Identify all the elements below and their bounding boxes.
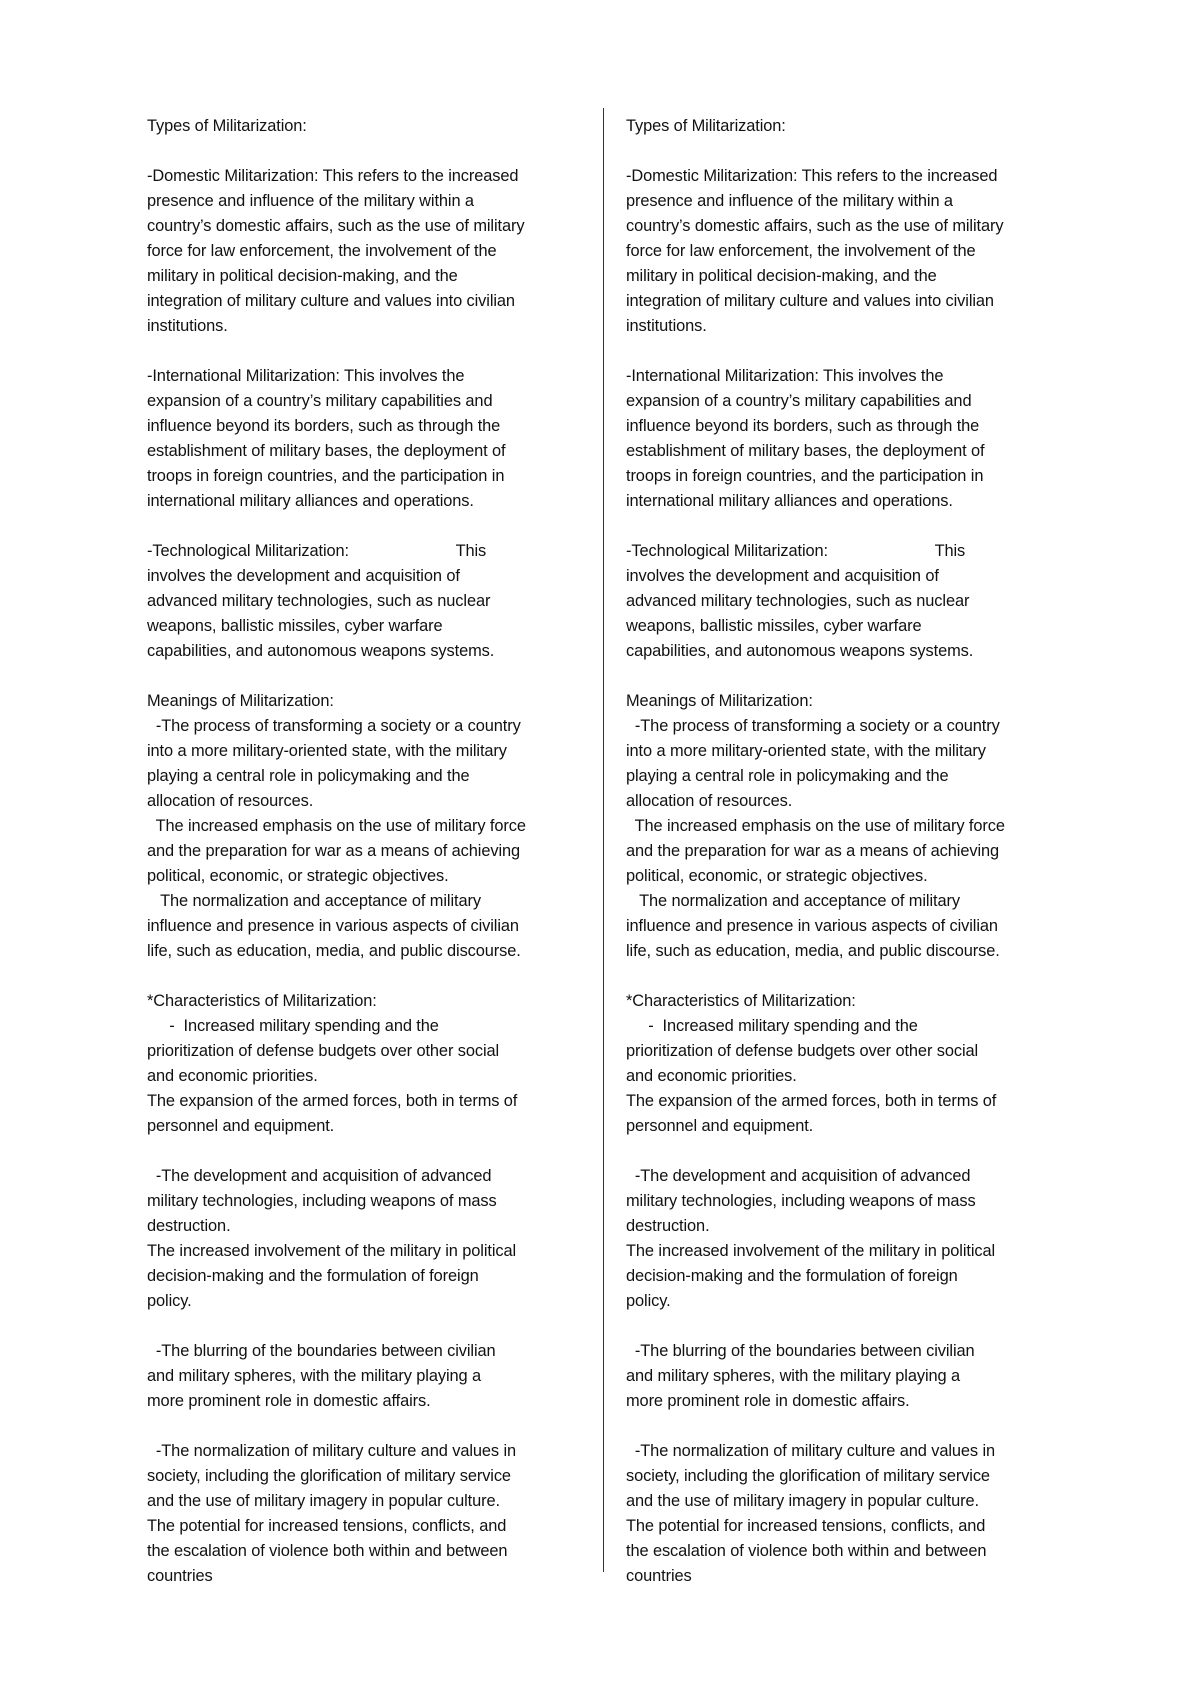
text-line: -International Militarization: This involves the (626, 367, 944, 385)
text-line: military technologies, including weapons of mass (626, 1192, 976, 1210)
blank-line (147, 1314, 599, 1339)
text-line: influence and presence in various aspects of civilian (626, 917, 998, 935)
text-line: decision-making and the formulation of foreign (147, 1267, 479, 1285)
blank-line (147, 514, 599, 539)
text-line: and the preparation for war as a means of achieving (147, 842, 521, 860)
text-line: prioritization of defense budgets over other social (147, 1042, 500, 1060)
column-divider (603, 108, 604, 1572)
blank-line (626, 1139, 1078, 1164)
text-line: -The development and acquisition of advanced (147, 1167, 492, 1185)
blank-line (626, 339, 1078, 364)
blank-line (147, 1139, 599, 1164)
text-line: life, such as education, media, and public discourse. (626, 942, 1000, 960)
text-line: military in political decision-making, and the (626, 267, 937, 285)
text-line: -The development and acquisition of advanced (626, 1167, 971, 1185)
text-line: country’s domestic affairs, such as the use of military (626, 217, 1004, 235)
text-line: force for law enforcement, the involvement of the (626, 242, 976, 260)
text-line: capabilities, and autonomous weapons systems. (626, 642, 974, 660)
text-line: country’s domestic affairs, such as the use of military (147, 217, 525, 235)
text-line: international military alliances and operations. (147, 492, 474, 510)
text-line: force for law enforcement, the involvement of the (147, 242, 497, 260)
blank-line (626, 514, 1078, 539)
text-line: -The normalization of military culture and values in (147, 1442, 517, 1460)
text-line: establishment of military bases, the deployment of (626, 442, 985, 460)
text-line: -Technological Militarization: This (626, 542, 966, 560)
text-line: -Technological Militarization: This (147, 542, 487, 560)
text-line: and the use of military imagery in popular culture. (147, 1492, 500, 1510)
text-line: The increased emphasis on the use of military force (147, 817, 526, 835)
text-line: and economic priorities. (147, 1067, 318, 1085)
text-line: *Characteristics of Militarization: (147, 992, 377, 1010)
text-line: policy. (626, 1292, 671, 1310)
text-line: expansion of a country’s military capabilities and (147, 392, 493, 410)
text-line: The expansion of the armed forces, both in terms of (147, 1092, 518, 1110)
left-text-column (147, 114, 599, 1589)
text-line: -Domestic Militarization: This refers to the increased (147, 167, 519, 185)
text-line: allocation of resources. (626, 792, 793, 810)
text-line: Meanings of Militarization: (147, 692, 334, 710)
blank-line (147, 664, 599, 689)
blank-line (626, 664, 1078, 689)
text-line: The increased involvement of the military in political (147, 1242, 517, 1260)
text-line: The normalization and acceptance of military (147, 892, 481, 910)
text-line: society, including the glorification of military service (626, 1467, 990, 1485)
text-line: -The normalization of military culture and values in (626, 1442, 996, 1460)
text-line: prioritization of defense budgets over other social (626, 1042, 979, 1060)
text-line: - Increased military spending and the (626, 1017, 918, 1035)
text-line: -The process of transforming a society or a country (147, 717, 521, 735)
text-line: international military alliances and operations. (626, 492, 953, 510)
text-line: influence beyond its borders, such as through the (147, 417, 501, 435)
text-line: and military spheres, with the military playing a (626, 1367, 960, 1385)
text-line: presence and influence of the military within a (147, 192, 474, 210)
text-line: establishment of military bases, the deployment of (147, 442, 506, 460)
blank-line (147, 139, 599, 164)
text-line: weapons, ballistic missiles, cyber warfare (626, 617, 922, 635)
text-line: The potential for increased tensions, conflicts, and (147, 1517, 507, 1535)
text-line: *Characteristics of Militarization: (626, 992, 856, 1010)
blank-line (626, 139, 1078, 164)
text-line: weapons, ballistic missiles, cyber warfare (147, 617, 443, 635)
text-line: influence and presence in various aspects of civilian (147, 917, 519, 935)
text-line: expansion of a country’s military capabilities and (626, 392, 972, 410)
text-line: The increased emphasis on the use of military force (626, 817, 1005, 835)
text-line: influence beyond its borders, such as through the (626, 417, 980, 435)
blank-line (147, 964, 599, 989)
text-line: more prominent role in domestic affairs. (626, 1392, 910, 1410)
text-line: - Increased military spending and the (147, 1017, 439, 1035)
text-line: and economic priorities. (626, 1067, 797, 1085)
text-line: -The blurring of the boundaries between civilian (147, 1342, 496, 1360)
text-line: policy. (147, 1292, 192, 1310)
text-line: institutions. (147, 317, 228, 335)
text-line: advanced military technologies, such as nuclear (147, 592, 491, 610)
text-line: integration of military culture and values into civilian (626, 292, 994, 310)
text-line: and the preparation for war as a means of achieving (626, 842, 1000, 860)
text-line: the escalation of violence both within and between (626, 1542, 987, 1560)
text-line: political, economic, or strategic objectives. (147, 867, 449, 885)
text-line: Types of Militarization: (147, 117, 307, 135)
text-line: military in political decision-making, and the (147, 267, 458, 285)
text-line: into a more military-oriented state, with the military (626, 742, 986, 760)
blank-line (147, 1414, 599, 1439)
text-line: more prominent role in domestic affairs. (147, 1392, 431, 1410)
text-line: decision-making and the formulation of foreign (626, 1267, 958, 1285)
text-line: allocation of resources. (147, 792, 314, 810)
text-line: troops in foreign countries, and the participation in (147, 467, 505, 485)
text-line: -The process of transforming a society or a country (626, 717, 1000, 735)
text-line: -International Militarization: This involves the (147, 367, 465, 385)
text-line: into a more military-oriented state, with the military (147, 742, 507, 760)
text-line: political, economic, or strategic objectives. (626, 867, 928, 885)
blank-line (626, 964, 1078, 989)
text-line: involves the development and acquisition of (147, 567, 460, 585)
text-line: -The blurring of the boundaries between civilian (626, 1342, 975, 1360)
text-line: personnel and equipment. (147, 1117, 335, 1135)
blank-line (626, 1314, 1078, 1339)
text-line: the escalation of violence both within and between (147, 1542, 508, 1560)
text-line: capabilities, and autonomous weapons systems. (147, 642, 495, 660)
text-line: -Domestic Militarization: This refers to the increased (626, 167, 998, 185)
text-line: The normalization and acceptance of military (626, 892, 960, 910)
text-line: life, such as education, media, and public discourse. (147, 942, 521, 960)
text-line: involves the development and acquisition of (626, 567, 939, 585)
text-line: The increased involvement of the military in political (626, 1242, 996, 1260)
right-text-column (626, 114, 1078, 1589)
text-line: advanced military technologies, such as nuclear (626, 592, 970, 610)
text-line: personnel and equipment. (626, 1117, 814, 1135)
text-line: and the use of military imagery in popular culture. (626, 1492, 979, 1510)
text-line: countries (626, 1567, 692, 1585)
text-line: military technologies, including weapons of mass (147, 1192, 497, 1210)
blank-line (626, 1414, 1078, 1439)
text-line: presence and influence of the military within a (626, 192, 953, 210)
text-line: integration of military culture and values into civilian (147, 292, 515, 310)
text-line: playing a central role in policymaking and the (147, 767, 470, 785)
text-line: society, including the glorification of military service (147, 1467, 511, 1485)
blank-line (147, 339, 599, 364)
text-line: Meanings of Militarization: (626, 692, 813, 710)
text-line: countries (147, 1567, 213, 1585)
text-line: The expansion of the armed forces, both in terms of (626, 1092, 997, 1110)
text-line: institutions. (626, 317, 707, 335)
text-line: playing a central role in policymaking and the (626, 767, 949, 785)
text-line: Types of Militarization: (626, 117, 786, 135)
text-line: troops in foreign countries, and the participation in (626, 467, 984, 485)
text-line: destruction. (626, 1217, 710, 1235)
text-line: and military spheres, with the military playing a (147, 1367, 481, 1385)
text-line: destruction. (147, 1217, 231, 1235)
text-line: The potential for increased tensions, conflicts, and (626, 1517, 986, 1535)
